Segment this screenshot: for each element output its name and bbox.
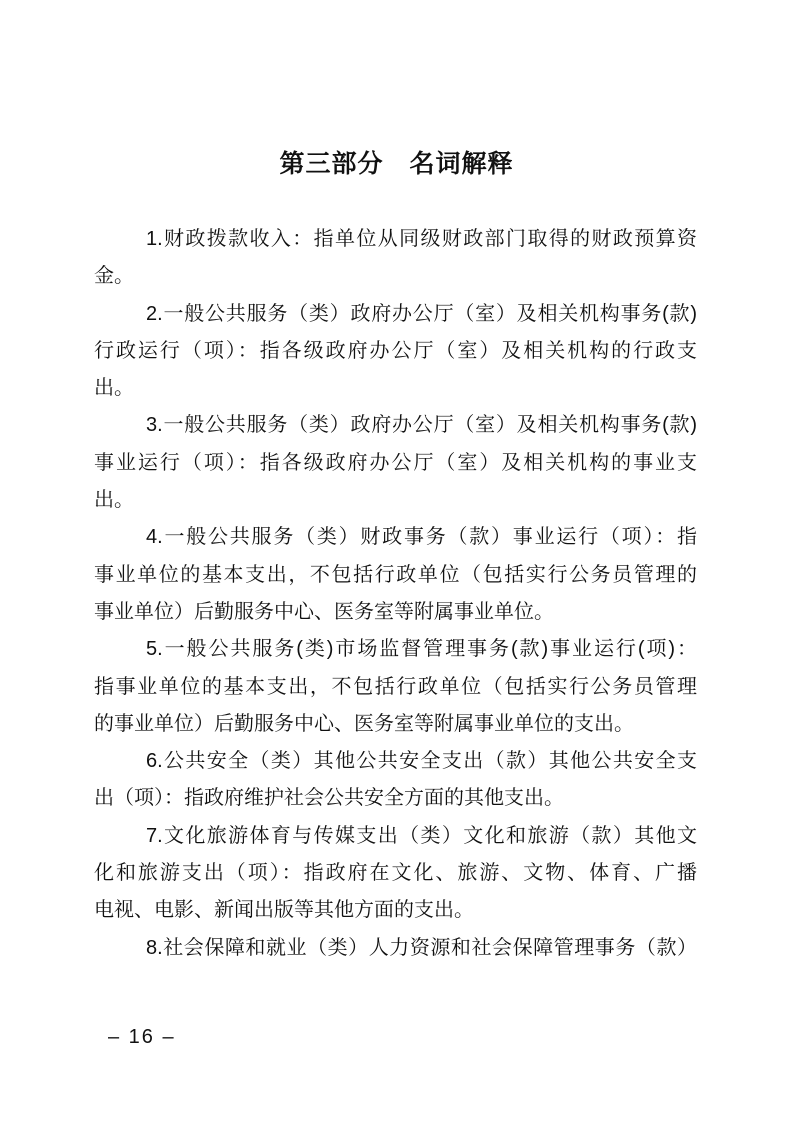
- text-line: 化和旅游支出（项）：指政府在文化、旅游、文物、体育、广播: [94, 862, 697, 885]
- paragraph: [94, 930, 697, 967]
- text-line: 1.财政拨款收入：指单位从同级财政部门取得的财政预算资: [146, 228, 697, 250]
- paragraph: [94, 296, 697, 408]
- text-line: 指事业单位的基本支出，不包括行政单位（包括实行公务员管理: [94, 675, 697, 698]
- text-line: 5.一般公共服务(类)市场监督管理事务(款)事业运行(项)：: [146, 638, 697, 661]
- paragraph: [94, 221, 697, 296]
- paragraph: [94, 407, 697, 519]
- text-line: 金。: [94, 265, 134, 288]
- text-line: 7.文化旅游体育与传媒支出（类）文化和旅游（款）其他文: [146, 824, 697, 847]
- text-line: 出。: [94, 489, 134, 512]
- paragraph: [94, 818, 697, 930]
- text-line: 出。: [94, 377, 134, 400]
- text-line: 事业单位的基本支出，不包括行政单位（包括实行公务员管理的: [94, 563, 697, 586]
- text-line: 8.社会保障和就业（类）人力资源和社会保障管理事务（款）: [146, 936, 697, 959]
- text-line: 3.一般公共服务（类）政府办公厅（室）及相关机构事务(款): [146, 414, 697, 437]
- document-body: [94, 221, 697, 967]
- text-line: 行政运行（项）：指各级政府办公厅（室）及相关机构的行政支: [94, 339, 697, 362]
- paragraph: [94, 519, 697, 631]
- page-number: – 16 –: [108, 1026, 176, 1048]
- paragraph: [94, 743, 697, 818]
- text-line: 4.一般公共服务（类）财政事务（款）事业运行（项）：指: [146, 526, 697, 549]
- text-line: 6.公共安全（类）其他公共安全支出（款）其他公共安全支: [146, 750, 697, 773]
- text-line: 事业单位）后勤服务中心、医务室等附属事业单位。: [94, 600, 554, 623]
- text-line: 2.一般公共服务（类）政府办公厅（室）及相关机构事务(款): [146, 302, 697, 325]
- text-line: 出（项）：指政府维护社会公共安全方面的其他支出。: [94, 787, 564, 810]
- text-line: 电视、电影、新闻出版等其他方面的支出。: [94, 899, 474, 922]
- section-title: 第三部分 名词解释: [279, 150, 514, 178]
- paragraph: [94, 631, 697, 743]
- text-line: 事业运行（项）：指各级政府办公厅（室）及相关机构的事业支: [94, 451, 697, 474]
- text-line: 的事业单位）后勤服务中心、医务室等附属事业单位的支出。: [94, 712, 634, 735]
